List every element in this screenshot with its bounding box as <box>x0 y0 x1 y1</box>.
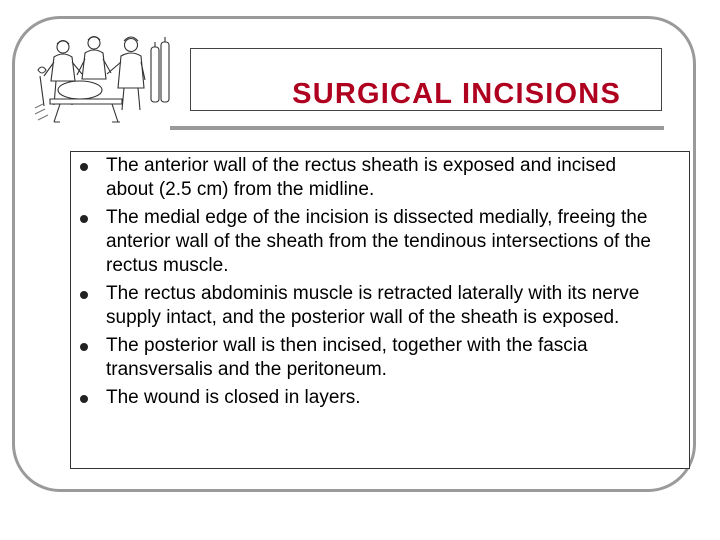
title-underline-shadow <box>170 126 664 130</box>
bullet-list <box>71 152 691 410</box>
bullet-text: The rectus abdominis muscle is retracted laterally with its nerve supply intact, and the posterior wall of the sheath is exposed. <box>106 283 640 328</box>
list-item <box>71 386 691 410</box>
list-item <box>71 282 691 330</box>
bullet-icon <box>80 291 88 299</box>
title-box <box>190 48 662 111</box>
surgical-team-clipart <box>30 30 175 125</box>
list-item <box>71 154 691 202</box>
list-item <box>71 206 691 278</box>
bullet-text: The anterior wall of the rectus sheath is exposed and incised about (2.5 cm) from the midline. <box>106 155 617 200</box>
list-item <box>71 334 691 382</box>
bullet-text: The medial edge of the incision is dissected medially, freeing the anterior wall of the sheath from the tendinous intersections of the rectus muscle. <box>106 207 651 276</box>
bullet-icon <box>80 395 88 403</box>
bullet-icon <box>80 215 88 223</box>
bullet-icon <box>80 343 88 351</box>
bullet-text: The posterior wall is then incised, together with the fascia transversalis and the peritoneum. <box>106 335 588 380</box>
bullet-text: The wound is closed in layers. <box>106 387 361 408</box>
bullet-icon <box>80 163 88 171</box>
content-box <box>70 151 690 469</box>
slide-title: SURGICAL INCISIONS <box>292 78 621 110</box>
